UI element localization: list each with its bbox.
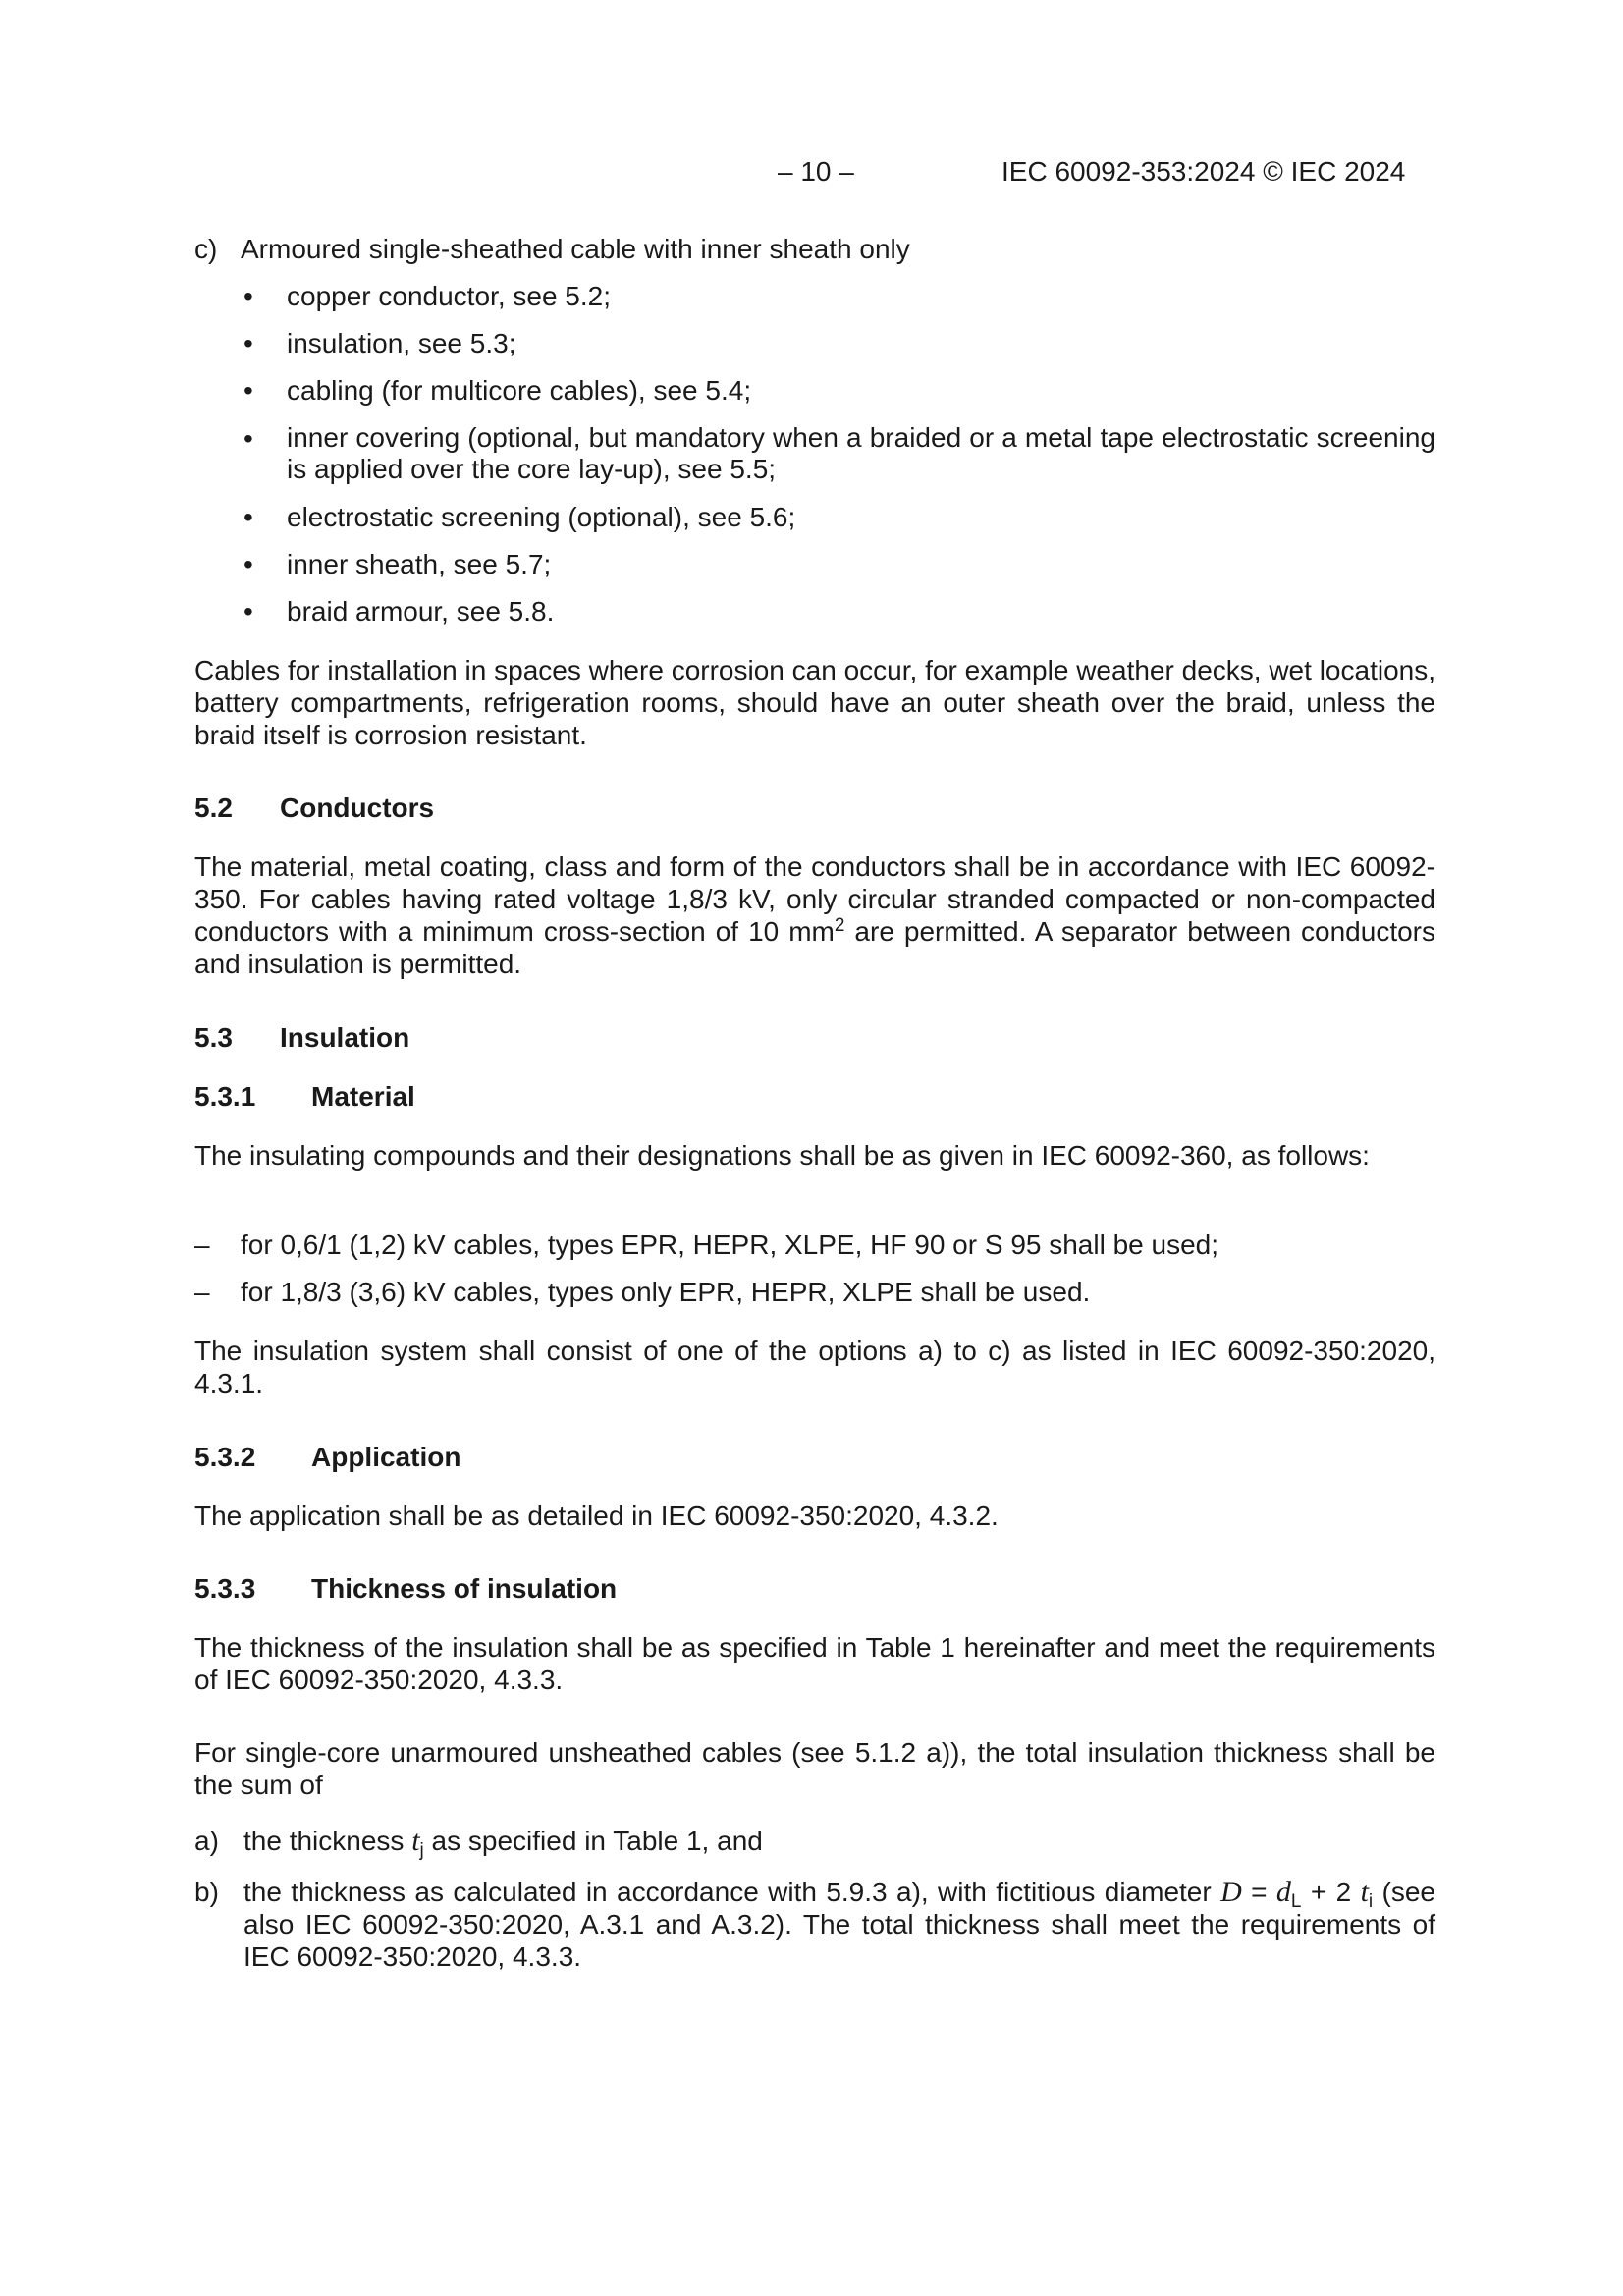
subsection-number: 5.3.2	[194, 1442, 256, 1472]
bullet-icon: •	[243, 502, 253, 532]
bullet-icon: •	[243, 549, 253, 579]
text-run: (see also IEC 60092-350:2020, A.3.1 and A.3.2). The total thickness shall meet the requirements of IEC 60092-350:2020, 4.3.3.	[243, 1877, 1435, 1972]
subsection-title: Material	[311, 1081, 415, 1112]
list-label-b: b)	[194, 1877, 219, 1907]
variable-t: t	[411, 1825, 420, 1857]
bullet-icon: •	[243, 375, 253, 406]
bullet-item: braid armour, see 5.8.	[287, 596, 555, 627]
section-number: 5.2	[194, 793, 233, 823]
dash-marker: –	[194, 1230, 210, 1260]
variable-d: d	[1275, 1876, 1291, 1908]
list-item-c-text: Armoured single-sheathed cable with inner sheath only	[241, 234, 910, 264]
section-title: Insulation	[280, 1022, 410, 1053]
text-run: the thickness	[243, 1826, 412, 1856]
corrosion-paragraph: Cables for installation in spaces where corrosion can occur, for example weather decks, wet locations, battery compartments, refrigeration rooms, should have an outer sheath over the braid, unless the braid itself is corrosion resistant.	[194, 655, 1435, 750]
application-paragraph: The application shall be as detailed in IEC 60092-350:2020, 4.3.2.	[194, 1501, 999, 1531]
bullet-item: cabling (for multicore cables), see 5.4;	[287, 375, 752, 406]
conductors-paragraph	[194, 850, 1435, 980]
list-label-c: c)	[194, 234, 218, 264]
document-reference: IEC 60092-353:2024 © IEC 2024	[1001, 156, 1406, 187]
list-label-a: a)	[194, 1826, 219, 1856]
bullet-icon: •	[243, 328, 253, 358]
list-item-a	[243, 1825, 1435, 1861]
subsection-title: Application	[311, 1442, 461, 1472]
bullet-item: insulation, see 5.3;	[287, 328, 516, 358]
bullet-icon: •	[243, 423, 253, 454]
text-run: as specified in Table 1, and	[423, 1826, 763, 1856]
variable-D: D	[1220, 1876, 1242, 1908]
thickness-paragraph-2: For single-core unarmoured unsheathed cables (see 5.1.2 a)), the total insulation thickness shall be the sum of	[194, 1737, 1435, 1800]
superscript: 2	[834, 915, 845, 936]
dash-marker: –	[194, 1277, 210, 1307]
subsection-number: 5.3.3	[194, 1573, 256, 1604]
subsection-number: 5.3.1	[194, 1081, 256, 1112]
dash-item: for 0,6/1 (1,2) kV cables, types EPR, HEPR, XLPE, HF 90 or S 95 shall be used;	[241, 1230, 1219, 1260]
bullet-item: electrostatic screening (optional), see 5.6;	[287, 502, 796, 532]
subscript: L	[1290, 1891, 1302, 1912]
subscript: j	[419, 1840, 424, 1861]
section-number: 5.3	[194, 1022, 233, 1053]
insulation-system-paragraph: The insulation system shall consist of one of the options a) to c) as listed in IEC 60092-350:2020, 4.3.1.	[194, 1336, 1435, 1398]
section-title: Conductors	[280, 793, 435, 823]
thickness-paragraph-1: The thickness of the insulation shall be as specified in Table 1 hereinafter and meet the requirements of IEC 60092-350:2020, 4.3.3.	[194, 1632, 1435, 1695]
material-intro: The insulating compounds and their designations shall be as given in IEC 60092-360, as follows:	[194, 1140, 1370, 1171]
bullet-item: copper conductor, see 5.2;	[287, 281, 611, 311]
conductors-text: The material, metal coating, class and form of the conductors shall be in accordance with IEC 60092-350. For cables having rated voltage 1,8/3 kV, only circular stranded compacted or non-compacted conductors with a minimum cross-section of 10 mm	[194, 851, 1435, 947]
dash-item: for 1,8/3 (3,6) kV cables, types only EPR, HEPR, XLPE shall be used.	[241, 1277, 1091, 1307]
conductors-text-end: are permitted. A separator between conductors and insulation is permitted.	[194, 916, 1435, 979]
bullet-icon: •	[243, 596, 253, 627]
page-number: – 10 –	[778, 156, 854, 187]
bullet-item: inner sheath, see 5.7;	[287, 549, 552, 579]
variable-t: t	[1360, 1876, 1369, 1908]
text-run: =	[1241, 1877, 1276, 1907]
bullet-icon: •	[243, 281, 253, 311]
subscript: i	[1368, 1891, 1374, 1912]
bullet-item: inner covering (optional, but mandatory when a braided or a metal tape electrostatic screening is applied over the core lay-up), see 5.5;	[287, 422, 1435, 484]
list-item-b	[243, 1876, 1435, 1973]
text-run: + 2	[1301, 1877, 1361, 1907]
text-run: the thickness as calculated in accordance with 5.9.3 a), with fictitious diameter	[243, 1877, 1221, 1907]
subsection-title: Thickness of insulation	[311, 1573, 618, 1604]
